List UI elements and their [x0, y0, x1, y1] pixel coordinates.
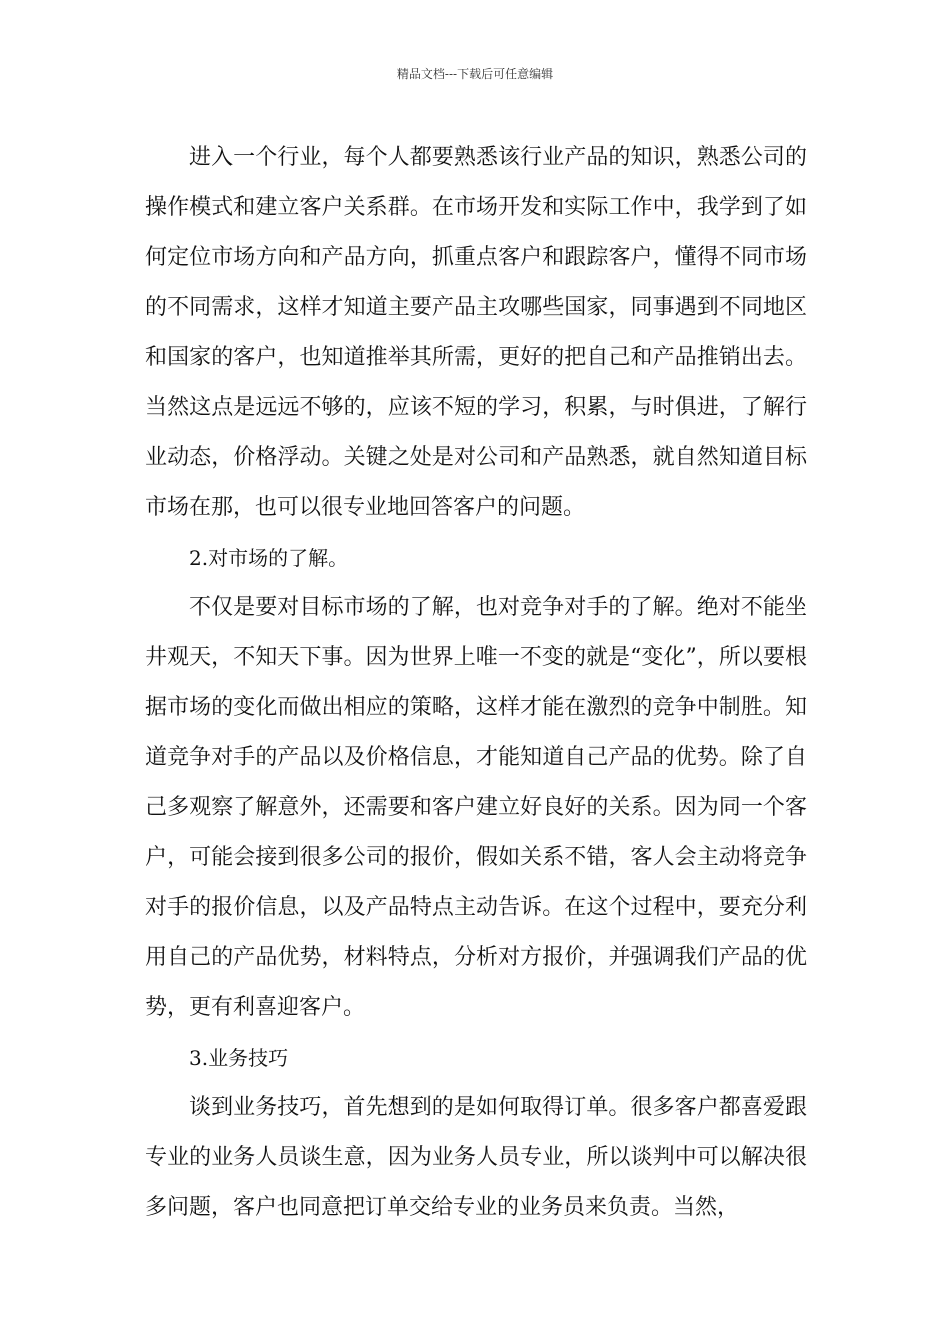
document-body	[145, 133, 807, 1233]
section-heading-business-skills: 3.业务技巧	[189, 1046, 289, 1070]
paragraph-business-skills: 谈到业务技巧，首先想到的是如何取得订单。很多客户都喜爱跟专业的业务人员谈生意，因为业务人员专业，所以谈判中可以解决很多问题，客户也同意把订单交给专业的业务员来负责。当然，	[145, 1095, 807, 1220]
paragraph-market-understanding: 不仅是要对目标市场的了解，也对竞争对手的了解。绝对不能坐井观天，不知天下事。因为世界上唯一不变的就是“变化”，所以要根据市场的变化而做出相应的策略，这样才能在激烈的竞争中制胜。知道竞争对手的产品以及价格信息，才能知道自己产品的优势。除了自己多观察了解意外，还需要和客户建立好良好的关系。因为同一个客户，可能会接到很多公司的报价，假如关系不错，客人会主动将竞争对手的报价信息，以及产品特点主动告诉。在这个过程中，要充分利用自己的产品优势，材料特点，分析对方报价，并强调我们产品的优势，更有利喜迎客户。	[145, 595, 807, 1020]
paragraph-industry-knowledge: 进入一个行业，每个人都要熟悉该行业产品的知识，熟悉公司的操作模式和建立客户关系群。在市场开发和实际工作中，我学到了如何定位市场方向和产品方向，抓重点客户和跟踪客户，懂得不同市场的不同需求，这样才知道主要产品主攻哪些国家，同事遇到不同地区和国家的客户，也知道推举其所需，更好的把自己和产品推销出去。当然这点是远远不够的，应该不短的学习，积累，与时俱进，了解行业动态，价格浮动。关键之处是对公司和产品熟悉，就自然知道目标市场在那，也可以很专业地回答客户的问题。	[145, 145, 807, 520]
page-header: 精品文档---下载后可任意编辑	[396, 67, 554, 81]
section-heading-market: 2.对市场的了解。	[189, 546, 349, 570]
